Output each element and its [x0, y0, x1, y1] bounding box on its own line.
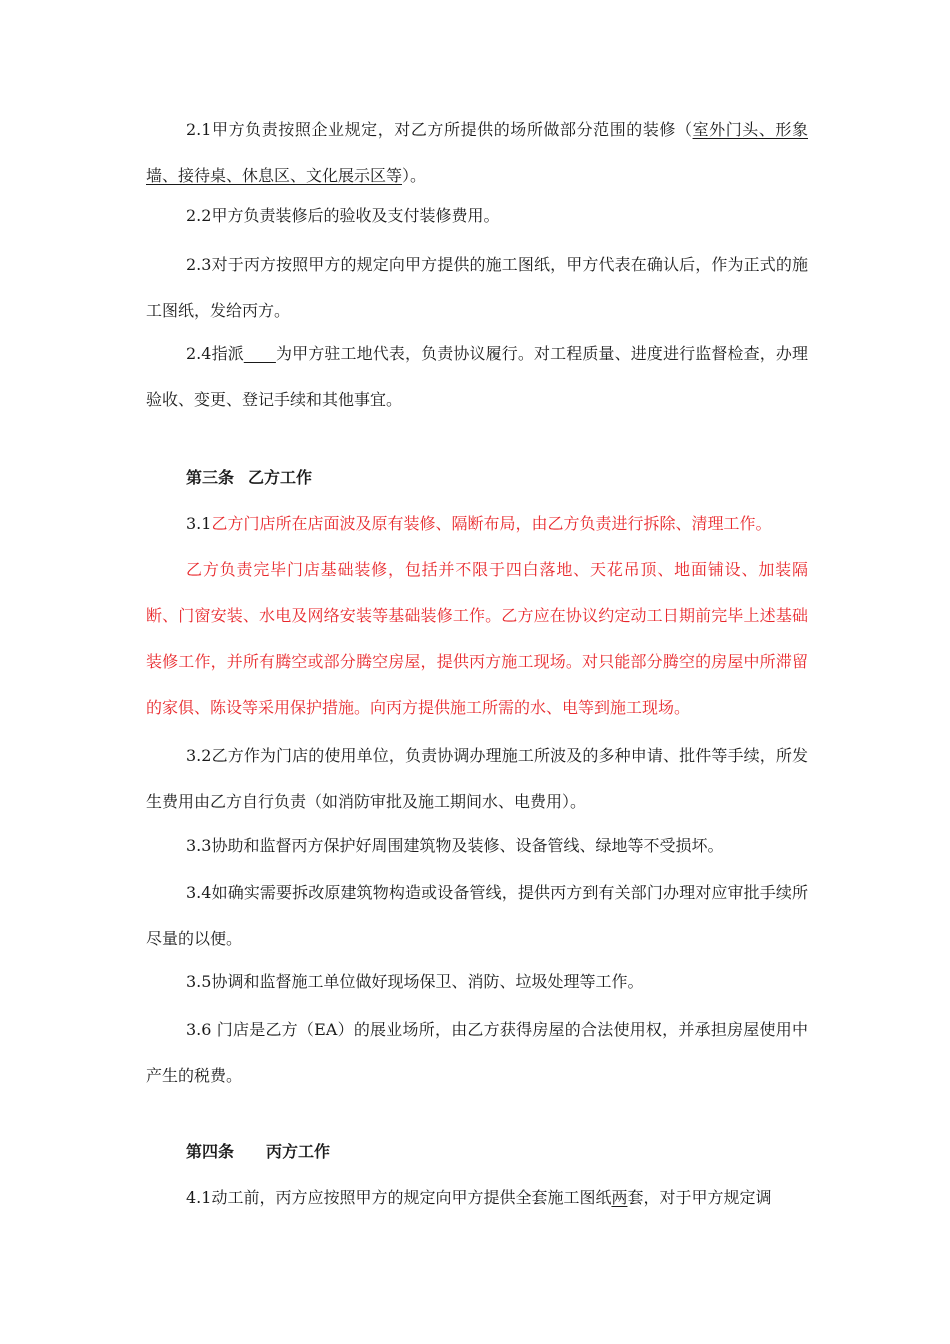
- para-2-1-text: 2.1甲方负责按照企业规定，对乙方所提供的场所做部分范围的装修（: [186, 120, 693, 139]
- para-4-1-underlined: 两: [611, 1188, 628, 1207]
- section-4-number: 第四条: [186, 1142, 235, 1161]
- section-3-title: 乙方工作: [248, 468, 313, 487]
- section-3-number: 第三条: [186, 468, 235, 487]
- para-3-4: 3.4如确实需要拆改原建筑物构造或设备管线，提供丙方到有关部门办理对应审批手续所尽量的以便。: [146, 883, 808, 948]
- para-3-1-red-text: 乙方门店所在店面波及原有装修、隔断布局，由乙方负责进行拆除、清理工作。: [211, 514, 772, 533]
- section-4-title: 丙方工作: [266, 1142, 331, 1161]
- para-2-2: 2.2甲方负责装修后的验收及支付装修费用。: [186, 206, 500, 225]
- section-4-heading: [186, 1141, 330, 1163]
- para-2-1-underlined: 室外门头、形象墙、接待桌、休息区、文化展示区等: [146, 120, 808, 185]
- para-4-1-text: 4.1动工前，丙方应按照甲方的规定向甲方提供全套施工图纸: [186, 1188, 612, 1207]
- para-2-3: 2.3对于丙方按照甲方的规定向甲方提供的施工图纸，甲方代表在确认后，作为正式的施工图纸，发给丙方。: [146, 255, 808, 320]
- para-3-1: [146, 501, 808, 547]
- para-3-5: 3.5协调和监督施工单位做好现场保卫、消防、垃圾处理等工作。: [186, 972, 644, 991]
- para-2-1: [146, 107, 808, 199]
- para-4-1: [146, 1175, 808, 1221]
- section-3-heading: [186, 467, 312, 489]
- para-3-3: 3.3协助和监督丙方保护好周围建筑物及装修、设备管线、绿地等不受损坏。: [186, 836, 724, 855]
- para-2-4-blank: ____: [243, 344, 276, 363]
- para-2-4: [146, 331, 808, 423]
- para-2-4-rest: 为甲方驻工地代表，负责协议履行。对工程质量、进度进行监督检查，办理验收、变更、登记手续和其他事宜。: [146, 344, 808, 409]
- para-3-6: 3.6 门店是乙方（EA）的展业场所，由乙方获得房屋的合法使用权，并承担房屋使用中产生的税费。: [146, 1020, 808, 1085]
- para-3-1-prefix: 3.1: [186, 514, 212, 533]
- para-4-1-end: 套，对于甲方规定调: [627, 1188, 772, 1207]
- para-3-1-continued: 乙方负责完毕门店基础装修，包括并不限于四白落地、天花吊顶、地面铺设、加装隔断、门窗安装、水电及网络安装等基础装修工作。乙方应在协议约定动工日期前完毕上述基础装修工作，并所有腾空或部分腾空房屋，提供丙方施工现场。对只能部分腾空的房屋中所滞留的家俱、陈设等采用保护措施。向丙方提供施工所需的水、电等到施工现场。: [146, 560, 808, 717]
- para-3-2: 3.2乙方作为门店的使用单位，负责协调办理施工所波及的多种申请、批件等手续，所发生费用由乙方自行负责（如消防审批及施工期间水、电费用）。: [146, 746, 808, 811]
- para-2-4-text: 2.4指派: [186, 344, 244, 363]
- para-2-1-end: ）。: [402, 166, 427, 185]
